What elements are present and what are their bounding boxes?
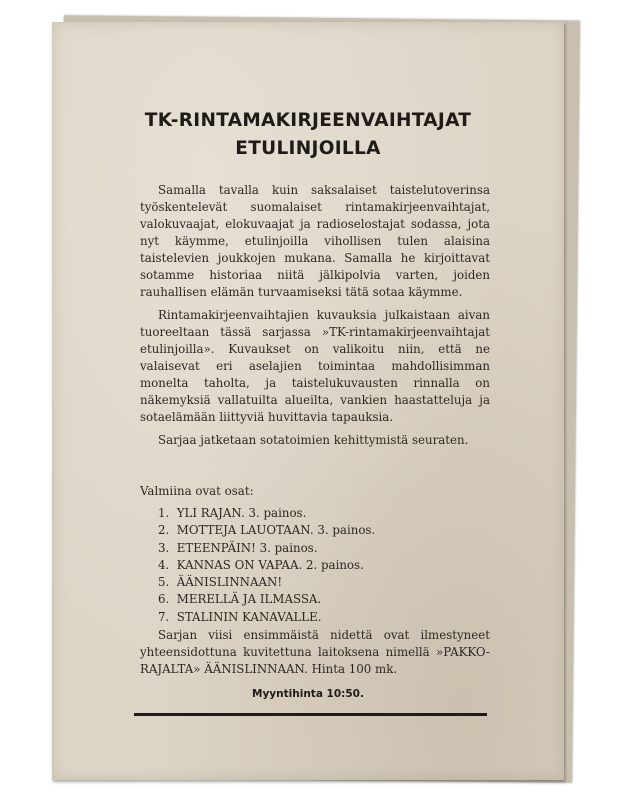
item-text: MERELLÄ JA ILMASSA.: [176, 592, 322, 607]
paragraph-1: Samalla tavalla kuin saksalaiset taistelutoverinsa työskentelevät suomalaiset rintamakirjeenvaihtajat, valokuvaajat, elokuvaajat ja radioselostajat sodassa, jota nyt käymme, etulinjoilla vihollisen tulen alaisina taistelevien joukkojen mukana. Samalla he kirjoittavat sotamme historiaa niitä jälkipolvia varten, joiden rauhallisen elämän turvaamiseksi tätä sotaa käymme.: [140, 183, 490, 299]
item-text: ÄÄNISLINNAAN!: [176, 575, 283, 590]
list-item: [158, 522, 375, 539]
cover-title: [52, 107, 564, 163]
list-item: [158, 574, 375, 591]
item-number: 3.: [158, 540, 170, 555]
item-number: 6.: [158, 592, 170, 607]
paragraph-2: Rintamakirjeenvaihtajien kuvauksia julkaistaan aivan tuoreeltaan tässä sarjassa »TK-rintamakirjeenvaihtajat etulinjoilla». Kuvaukset on valikoitu niin, että ne valaisevat eri aselajien toimintaa mahdollisimman monelta taholta, ja taistelukuvausten rinnalla on näkemyksiä vallatuilta alueilta, vankien haastatteluja ja sotaelämään liittyviä huvittavia tapauksia.: [140, 308, 490, 424]
item-text: ETEENPÄIN! 3. painos.: [176, 540, 318, 555]
item-number: 7.: [158, 609, 170, 624]
item-text: YLI RAJAN. 3. painos.: [176, 506, 307, 520]
paragraph-3: Sarjaa jatketaan sotatoimien kehittymistä seuraten.: [158, 433, 469, 447]
item-number: 1.: [158, 506, 170, 520]
item-number: 5.: [158, 575, 170, 590]
list-item: [158, 505, 375, 522]
item-text: STALININ KANAVALLE.: [176, 609, 322, 624]
volumes-heading: Valmiina ovat osat:: [140, 484, 254, 498]
list-item: [158, 609, 375, 626]
item-number: 2.: [158, 523, 170, 538]
book-back-cover: [52, 22, 564, 780]
volumes-list: [158, 505, 375, 626]
list-item: [158, 591, 375, 608]
bottom-rule: [134, 713, 487, 716]
closing-paragraph: Sarjan viisi ensimmäistä nidettä ovat ilmestyneet yhteensidottuna kuvitettuna laitoksena nimellä »PAKKO-RAJALTA» ÄÄNISLINNAAN. Hinta 100 mk.: [140, 628, 490, 676]
item-text: KANNAS ON VAPAA. 2. painos.: [176, 557, 364, 572]
item-number: 4.: [158, 557, 170, 572]
title-line-1: TK-RINTAMAKIRJEENVAIHTAJAT: [144, 110, 472, 131]
sale-price: Myyntihinta 10:50.: [252, 688, 364, 700]
item-text: MOTTEJA LAUOTAAN. 3. painos.: [176, 523, 376, 538]
title-line-2: ETULINJOILLA: [235, 138, 381, 159]
list-item: [158, 557, 375, 574]
list-item: [158, 540, 375, 557]
description-text: [140, 182, 490, 455]
